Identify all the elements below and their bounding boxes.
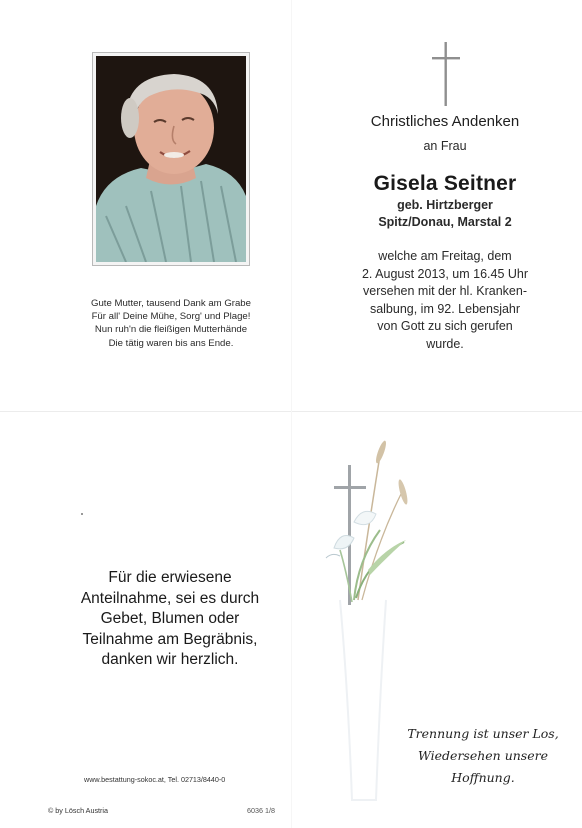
undertaker-contact: www.bestattung-sokoc.at, Tel. 02713/8440-0 <box>84 775 226 784</box>
memorial-heading: Christliches Andenken <box>370 113 520 130</box>
farewell-quote <box>398 723 568 789</box>
poem-line: Für all' Deine Mühe, Sorg' und Plage! <box>91 311 251 323</box>
thanks-line: Teilnahme am Begräbnis, <box>82 630 258 648</box>
thanks-line: Anteilnahme, sei es durch <box>80 589 260 607</box>
death-notice-line: wurde. <box>426 336 464 351</box>
thanks-line: danken wir herzlich. <box>101 651 239 668</box>
poem-line: Die tätig waren bis ans Ende. <box>108 337 234 349</box>
quote-line: Wiedersehen unsere Hoffnung. <box>418 748 548 785</box>
salutation: an Frau <box>423 139 467 153</box>
death-notice-line: welche am Freitag, dem <box>378 249 512 263</box>
portrait-photo <box>96 56 246 262</box>
quote-line: Trennung ist unser Los, <box>407 726 559 741</box>
thanks-line: Gebet, Blumen oder <box>100 610 240 627</box>
death-notice-line: versehen mit der hl. Kranken- <box>363 284 527 298</box>
death-notice-line: salbung, im 92. Lebensjahr <box>369 301 521 316</box>
print-code: 6036 1/8 <box>247 806 275 815</box>
birth-name: geb. Hirtzberger <box>397 198 493 212</box>
fold-line-vertical <box>291 0 292 828</box>
deceased-name: Gisela Seitner <box>373 172 517 195</box>
portrait-frame <box>92 52 250 266</box>
copyright-note: © by Lösch Austria <box>48 806 109 815</box>
death-notice <box>345 248 545 353</box>
poem-line: Gute Mutter, tausend Dank am Grabe <box>91 298 251 309</box>
poem <box>40 297 302 350</box>
thanks-line: Für die erwiesene <box>108 569 232 586</box>
cross-icon <box>431 42 461 111</box>
poem-line: Nun ruh'n die fleißigen Mutterhände <box>94 324 248 336</box>
thanks-message <box>45 568 295 671</box>
portrait-image <box>96 56 246 262</box>
address: Spitz/Donau, Marstal 2 <box>378 215 512 229</box>
death-notice-line: 2. August 2013, um 16.45 Uhr <box>361 266 529 281</box>
speck <box>81 513 83 515</box>
death-notice-line: von Gott zu sich gerufen <box>377 319 513 333</box>
